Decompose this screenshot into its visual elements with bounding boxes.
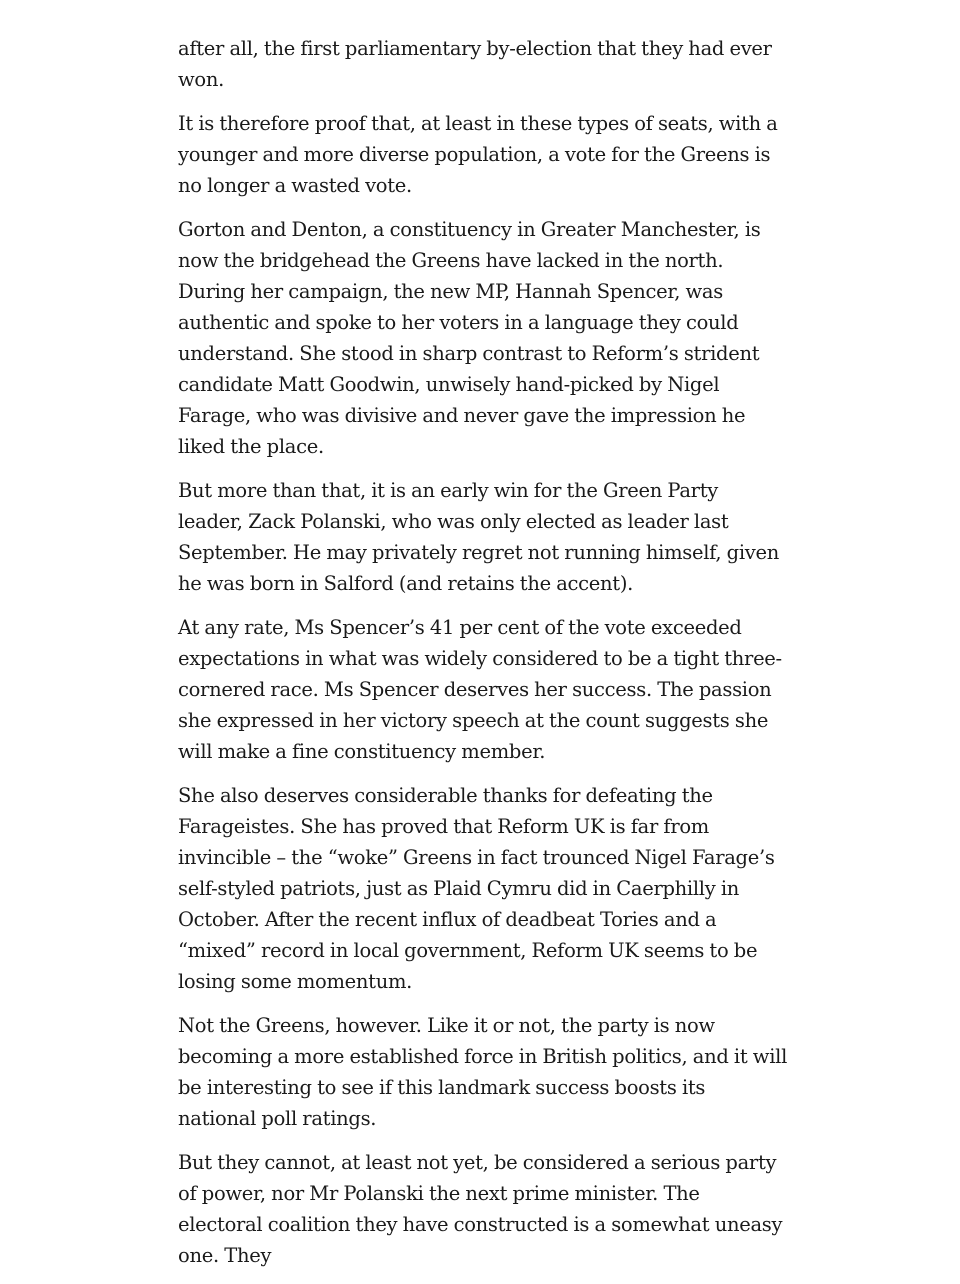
- article-paragraph: But they cannot, at least not yet, be considered a serious party of power, nor Mr Polanski the next prime minister. The electoral coalition they have constructed is a somewhat uneasy one. They: [178, 1151, 783, 1267]
- article-paragraph: Gorton and Denton, a constituency in Greater Manchester, is now the bridgehead the Greens have lacked in the north. During her campaign, the new MP, Hannah Spencer, was authentic and spoke to her voters in a language they could understand. She stood in sharp contrast to Reform’s strident candidate Matt Goodwin, unwisely hand-picked by Nigel Farage, who was divisive and never gave the impression he liked the place.: [178, 218, 761, 458]
- article-paragraph: Not the Greens, however. Like it or not, the party is now becoming a more established force in British politics, and it will be interesting to see if this landmark success boosts its national poll ratings.: [178, 1014, 788, 1130]
- article-paragraph: She also deserves considerable thanks for defeating the Farageistes. She has proved that Reform UK is far from invincible – the “woke” Greens in fact trounced Nigel Farage’s self-styled patriots, just as Plaid Cymru did in Caerphilly in October. After the recent influx of deadbeat Tories and a “mixed” record in local government, Reform UK seems to be losing some momentum.: [178, 784, 775, 993]
- article-paragraph: At any rate, Ms Spencer’s 41 per cent of the vote exceeded expectations in what was widely considered to be a tight three-cornered race. Ms Spencer deserves her success. The passion she expressed in her victory speech at the count suggests she will make a fine constituency member.: [178, 616, 782, 763]
- article-paragraph: It is therefore proof that, at least in these types of seats, with a younger and more diverse population, a vote for the Greens is no longer a wasted vote.: [178, 112, 778, 197]
- article-body: [178, 33, 788, 1284]
- article-paragraph: after all, the first parliamentary by-election that they had ever won.: [178, 37, 772, 91]
- article-paragraph: But more than that, it is an early win for the Green Party leader, Zack Polanski, who was only elected as leader last September. He may privately regret not running himself, given he was born in Salford (and retains the accent).: [178, 479, 780, 595]
